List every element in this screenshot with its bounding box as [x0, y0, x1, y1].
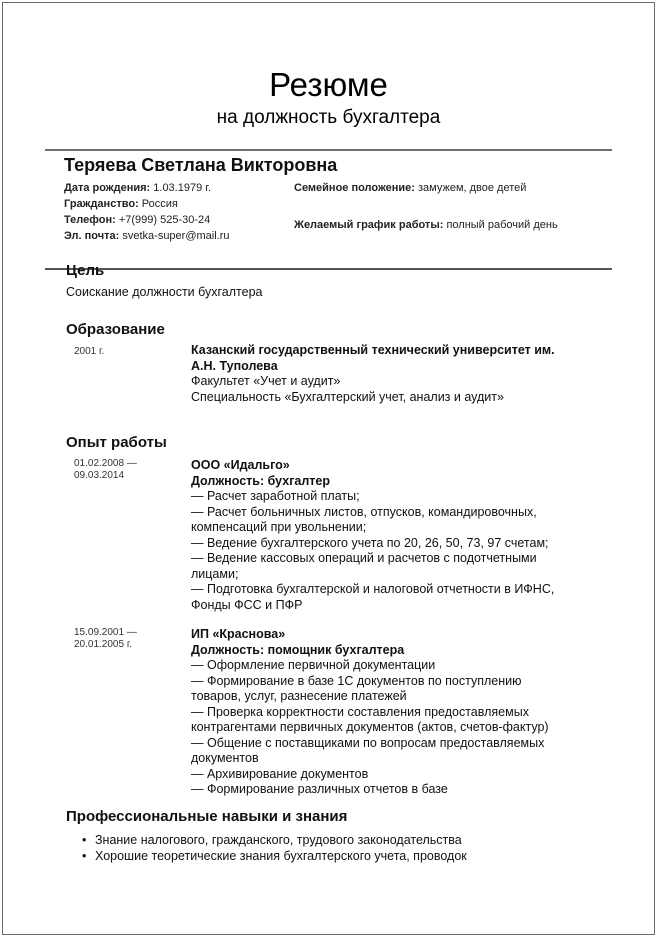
skills-heading: Профессиональные навыки и знания	[66, 808, 348, 825]
resume-page	[2, 2, 655, 935]
job-2-position: Должность: помощник бухгалтера	[191, 642, 405, 657]
job-2-duty: — Формирование различных отчетов в базе	[191, 782, 448, 796]
job-2-duty: — Оформление первичной документации	[191, 658, 436, 672]
job-1-duty: — Расчет заработной платы;	[191, 489, 360, 503]
job-1-date-to: 09.03.2014	[74, 470, 125, 481]
job-2-duty: — Проверка корректности составления предоставляемых	[191, 704, 529, 719]
institution-line-1: Казанский государственный технический университет им.	[191, 343, 555, 357]
job-1-duty: — Ведение кассовых операций и расчетов с подотчетными	[191, 551, 537, 565]
job-2-date-from: 15.09.2001 —	[74, 627, 137, 638]
job-2-dates	[74, 627, 137, 651]
job-2-duty: контрагентами первичных документов (актов, счетов-фактур)	[191, 720, 549, 734]
birth-value: 1.03.1979 г.	[153, 182, 211, 194]
citizenship-value: Россия	[141, 198, 178, 210]
job-1-company: ООО «Идальго»	[191, 458, 290, 472]
list-item: • Хорошие теоретические знания бухгалтерского учета, проводок	[95, 848, 467, 864]
job-1-duty: лицами;	[191, 566, 239, 581]
family-label: Семейное положение:	[294, 182, 415, 194]
person-name: Теряева Светлана Викторовна	[64, 155, 338, 175]
job-1-dates	[74, 458, 137, 482]
job-1-duty: Фонды ФСС и ПФР	[191, 597, 303, 612]
schedule-label: Желаемый график работы:	[294, 219, 444, 231]
job-2-duty: товаров, услуг, разнесение платежей	[191, 689, 407, 703]
job-2-company: ИП «Краснова»	[191, 627, 286, 641]
resume-title: Резюме	[269, 66, 388, 103]
job-2-duty: — Формирование в базе 1С документов по поступлению	[191, 673, 522, 688]
birth-label: Дата рождения:	[64, 182, 151, 194]
goal-heading: Цель	[66, 262, 105, 279]
education-date: 2001 г.	[74, 346, 105, 357]
job-1-duty: — Ведение бухгалтерского учета по 20, 26, 50, 73, 97 счетам;	[191, 535, 549, 550]
job-1-position: Должность: бухгалтер	[191, 473, 331, 488]
list-item: • Знание налогового, гражданского, трудового законодательства	[95, 832, 467, 848]
job-1-duty: — Расчет больничных листов, отпусков, командировочных,	[191, 504, 537, 519]
email-label: Эл. почта:	[64, 230, 120, 242]
job-2-duty: — Архивирование документов	[191, 766, 369, 781]
citizenship-label: Гражданство:	[64, 198, 139, 210]
job-2-duty: документов	[191, 751, 259, 765]
job-1-duty: — Подготовка бухгалтерской и налоговой отчетности в ИФНС,	[191, 582, 555, 596]
institution-line-2: А.Н. Туполева	[191, 358, 278, 373]
bottom-divider	[45, 268, 612, 270]
education-details	[191, 343, 601, 405]
phone-value: +7(999) 525-30-24	[118, 214, 211, 226]
job-1-duty: компенсаций при увольнении;	[191, 520, 367, 534]
email	[64, 230, 230, 243]
goal-text: Соискание должности бухгалтера	[66, 285, 263, 299]
faculty: Факультет «Учет и аудит»	[191, 374, 341, 388]
job-1-date-from: 01.02.2008 —	[74, 458, 137, 469]
phone-label: Телефон:	[64, 214, 116, 226]
specialty: Специальность «Бухгалтерский учет, анализ и аудит»	[191, 389, 504, 404]
resume-subtitle: на должность бухгалтера	[216, 107, 441, 128]
skills-list	[95, 832, 467, 864]
citizenship	[64, 198, 178, 211]
job-2-date-to: 20.01.2005 г.	[74, 639, 133, 650]
family-value: замужем, двое детей	[418, 182, 527, 194]
top-divider	[45, 149, 612, 151]
email-value: svetka-super@mail.ru	[122, 230, 230, 242]
job-2	[191, 627, 601, 798]
work-schedule	[294, 219, 558, 232]
job-1	[191, 458, 601, 613]
schedule-value: полный рабочий день	[446, 219, 558, 231]
experience-heading: Опыт работы	[66, 434, 167, 451]
job-2-duty: — Общение с поставщиками по вопросам предоставляемых	[191, 735, 545, 750]
family-status	[294, 182, 526, 195]
education-heading: Образование	[66, 321, 165, 338]
birth-date	[64, 182, 211, 195]
phone	[64, 214, 210, 227]
